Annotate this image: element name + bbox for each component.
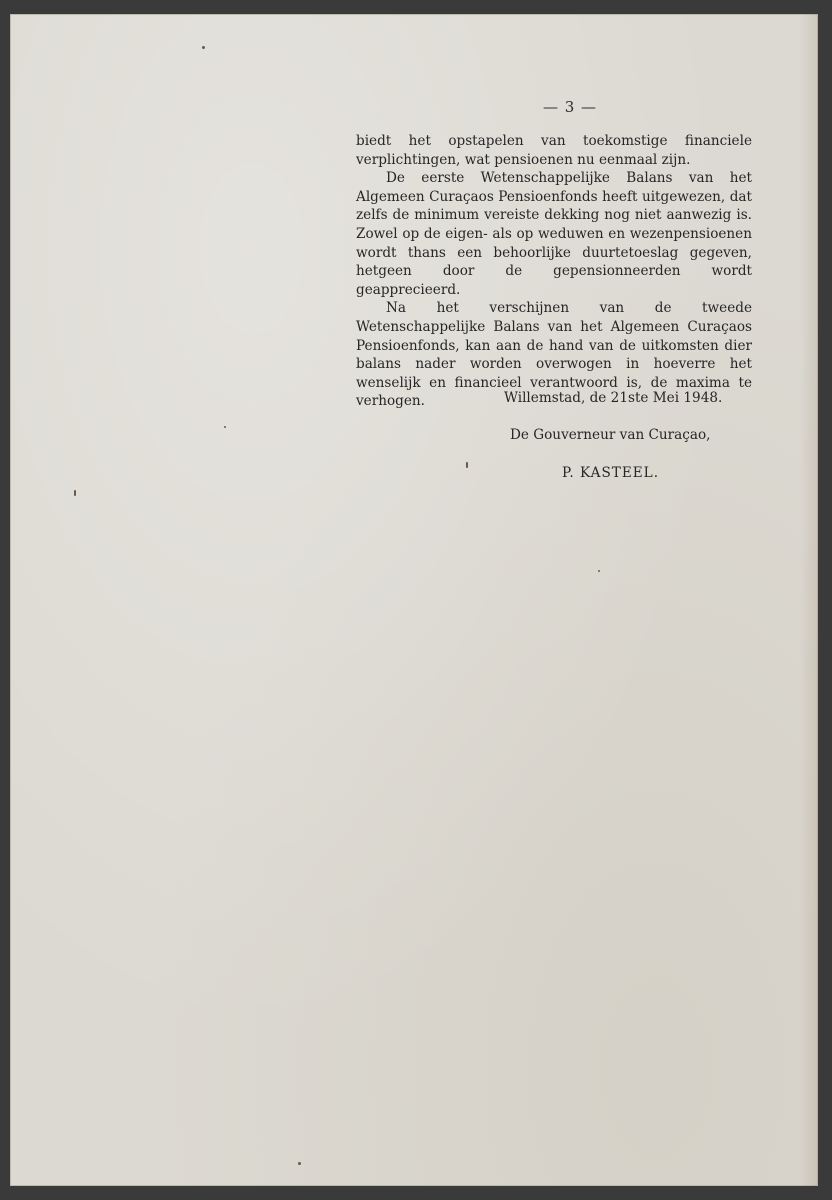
paper-speck <box>598 570 600 572</box>
paper-speck <box>74 490 76 496</box>
signature-name: P. KASTEEL. <box>562 465 660 481</box>
paper-speck <box>202 46 205 49</box>
page-edge-shading <box>800 14 818 1186</box>
paragraph-balance-findings: De eerste Wetenschappelijke Balans van het Algemeen Curaçaos Pensioenfonds heeft uitgewezen, dat zelfs de minimum vereiste dekking nog niet aanwezig is. Zowel op de eigen- als op weduwen en wezenpensioenen wordt thans een behoorlijke duurtetoeslag gegeven, hetgeen door de gepensionneerden wordt geapprecieerd. <box>356 170 752 298</box>
page-number: — 3 — <box>542 98 598 116</box>
paragraph-second-balance: Na het verschijnen van de tweede Wetenschappelijke Balans van het Algemeen Curaçaos Pensioenfonds, kan aan de hand van de uitkomsten dier balans nader worden overwogen in hoeverre het wenselijk en financieel verantwoord is, de maxima te verhogen. <box>356 300 752 410</box>
body-text <box>356 132 752 411</box>
paper-speck <box>224 426 226 428</box>
place-date-line: Willemstad, de 21ste Mei 1948. <box>504 390 723 406</box>
governor-title: De Gouverneur van Curaçao, <box>510 427 711 443</box>
paper-speck <box>466 462 468 468</box>
document-page <box>10 14 818 1186</box>
paper-speck <box>298 1162 301 1165</box>
paragraph-continuation: biedt het opstapelen van toekomstige financiele verplichtingen, wat pensioenen nu eenmaal zijn. <box>356 133 752 168</box>
